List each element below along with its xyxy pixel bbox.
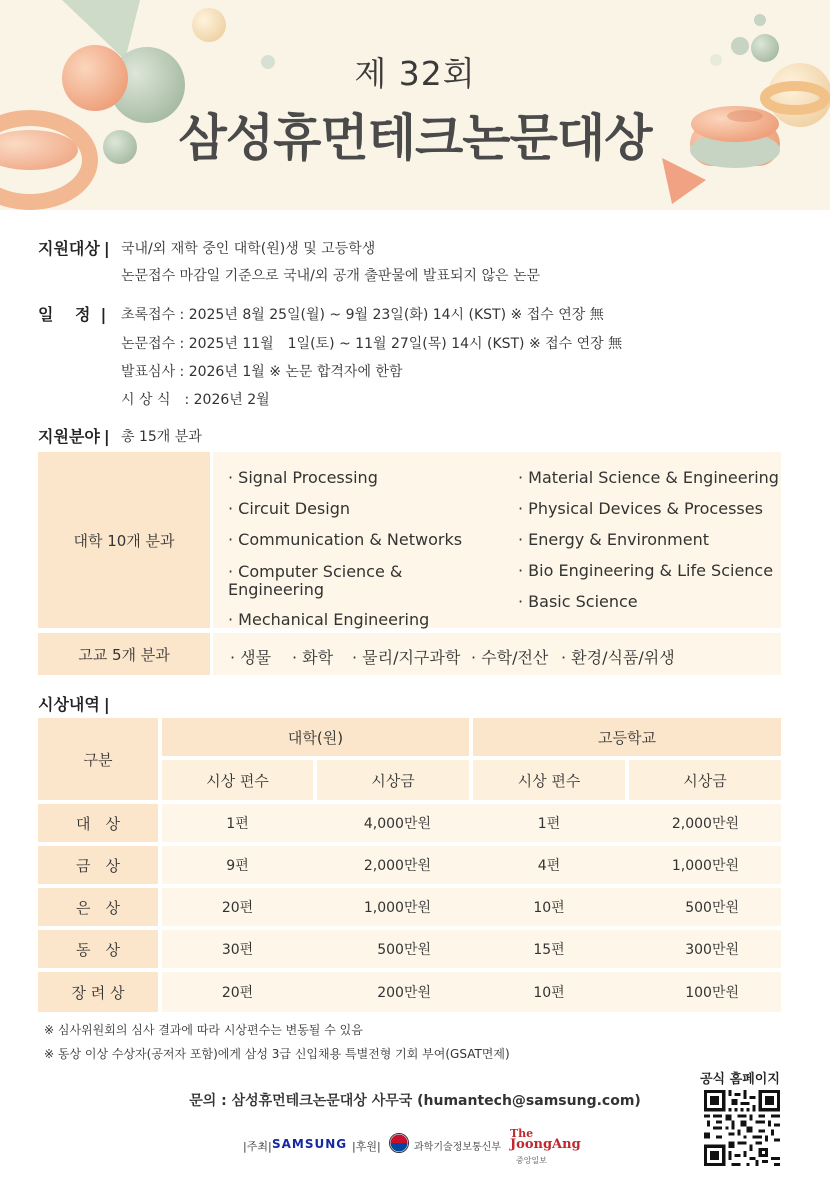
university-amount: 4,000만원 [363,816,431,832]
prize-note: ※ 심사위원회의 심사 결과에 따라 시상편수는 변동될 수 있음 [44,1023,363,1037]
homepage-qr-code[interactable] [704,1090,780,1166]
schedule-line: 초록접수 : 2025년 8월 25일(월) ~ 9월 23일(화) 14시 (KST) ※ 접수 연장 無 [121,307,604,323]
samsung-logo: SAMSUNG [272,1137,348,1151]
university-count: 1편 [226,816,249,832]
highschool-fields-label: 고교 5개 분과 [38,633,210,675]
university-amount: 1,000만원 [363,900,431,916]
joongang-ko: 중앙일보 [516,1156,547,1165]
homepage-label: 공식 홈페이지 [700,1072,780,1087]
university-amount: 500만원 [377,942,431,958]
host-label: |주최| [243,1140,272,1153]
university-count: 20편 [221,900,254,916]
joongang-name: JoongAng [510,1137,581,1152]
highschool-count-header: 시상 편수 [473,760,625,800]
field-item: · 수학/전산 [471,648,549,667]
university-count: 30편 [221,942,254,958]
joongang-the: The [510,1127,534,1140]
prize-note: ※ 동상 이상 수상자(공저자 포함)에게 삼성 3급 신입채용 특별전형 기회 부여(GSAT면제) [44,1047,510,1061]
edition: 제 32회 [354,54,476,93]
field-item: · 화학 [292,648,334,667]
field-item: · Communication & Networks [228,530,463,549]
field-item: · Basic Science [518,592,638,611]
prize-name: 금 상 [38,846,158,884]
field-item: · Signal Processing [228,468,378,487]
highschool-count: 4편 [537,858,561,874]
field-item: · 환경/식품/위생 [561,648,675,667]
field-item: · 생물 [230,648,272,667]
fields-summary: 총 15개 분과 [121,429,202,445]
field-item: · Material Science & Engineering [518,468,779,487]
highschool-amount: 300만원 [685,942,739,958]
schedule-line: 발표심사 : 2026년 1월 ※ 논문 합격자에 한함 [121,364,403,380]
field-item: · Circuit Design [228,499,350,518]
ministry-name: 과학기술정보통신부 [414,1142,501,1153]
university-header: 대학(원) [162,718,469,756]
highschool-amount-header: 시상금 [629,760,781,800]
category-header: 구분 [38,718,158,800]
university-fields-label: 대학 10개 분과 [38,452,210,628]
university-amount-header: 시상금 [317,760,469,800]
ministry-emblem-icon [389,1133,409,1153]
prize-name: 대 상 [38,804,158,842]
prizes-label: 시상내역 | [38,695,110,714]
joongang-logo [510,1128,581,1150]
sponsor-label: |후원| [352,1140,381,1153]
field-item: · 물리/지구과학 [352,648,461,667]
field-item: · Computer Science & Engineering [228,562,403,599]
highschool-count: 15편 [533,942,565,958]
field-item: · Energy & Environment [518,530,709,549]
highschool-amount: 100만원 [685,985,739,1001]
university-amount: 200만원 [377,985,431,1001]
field-item: · Bio Engineering & Life Science [518,561,774,580]
highschool-count: 1편 [537,816,561,832]
field-item: · Physical Devices & Processes [518,499,763,518]
highschool-count: 10편 [533,985,565,1001]
schedule-label: 일 정 | [38,305,107,324]
highschool-amount: 2,000만원 [671,816,739,832]
fields-label: 지원분야 | [38,427,110,446]
prize-name: 동 상 [38,930,158,968]
schedule-line: 시 상 식 : 2026년 2월 [121,392,270,408]
university-count: 20편 [221,985,254,1001]
highschool-amount: 1,000만원 [671,858,739,874]
eligibility-line: 국내/외 재학 중인 대학(원)생 및 고등학생 [121,241,376,257]
prize-name: 장 려 상 [38,972,158,1012]
highschool-amount: 500만원 [685,900,739,916]
university-count: 9편 [226,858,249,874]
university-count-header: 시상 편수 [162,760,313,800]
highschool-header: 고등학교 [473,718,781,756]
highschool-count: 10편 [533,900,565,916]
page-title: 삼성휴먼테크논문대상 [178,109,652,167]
header-banner [0,0,830,210]
eligibility-label: 지원대상 | [38,239,110,258]
prize-name: 은 상 [38,888,158,926]
eligibility-line: 논문접수 마감일 기준으로 국내/외 공개 출판물에 발표되지 않은 논문 [121,268,540,284]
field-item: · Mechanical Engineering [228,610,430,629]
schedule-line: 논문접수 : 2025년 11월 1일(토) ~ 11월 27일(목) 14시 (KST) ※ 접수 연장 無 [121,336,623,352]
university-amount: 2,000만원 [363,858,431,874]
contact-info: 문의 : 삼성휴먼테크논문대상 사무국 (humantech@samsung.com) [189,1093,641,1109]
